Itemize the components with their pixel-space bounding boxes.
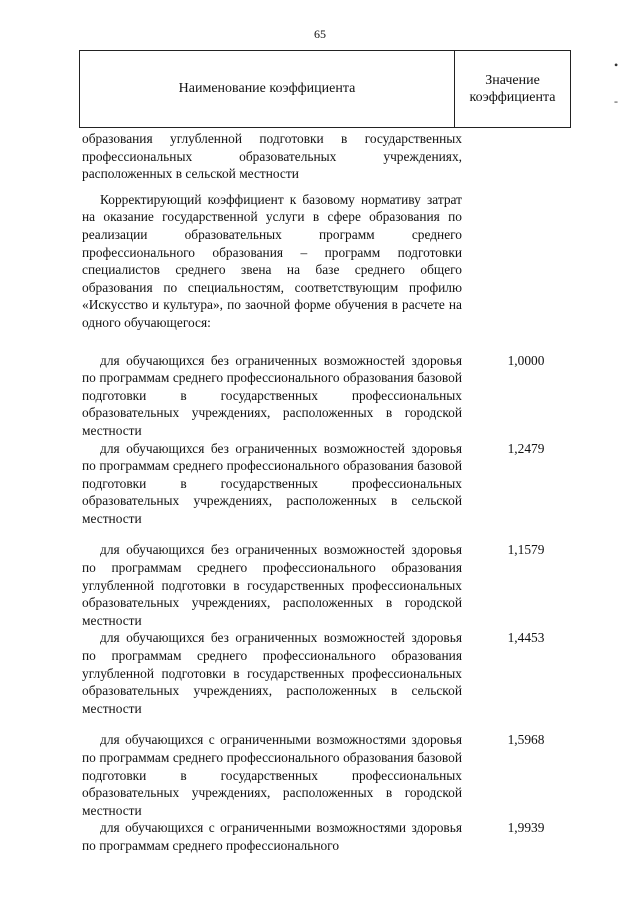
coefficient-row	[82, 629, 545, 717]
header-value-line1: Значение	[485, 73, 540, 88]
coefficient-row	[82, 731, 545, 819]
row-description: для обучающихся без ограниченных возможностей здоровья по программам среднего профессионального образования углубленной подготовки в государственных профессиональных образовательных учреждениях, расположенных в городской местности	[82, 542, 462, 628]
header-value-column	[455, 51, 570, 127]
row-description: для обучающихся без ограниченных возможностей здоровья по программам среднего профессионального образования углубленной подготовки в государственных профессиональных образовательных учреждениях, расположенных в сельской местности	[82, 630, 462, 716]
coefficient-row	[82, 541, 545, 629]
row-value: 1,5968	[507, 732, 545, 748]
table-body	[82, 130, 545, 855]
row-value: 1,1579	[507, 542, 545, 558]
row-description: для обучающихся с ограниченными возможностями здоровья по программам среднего профессионального образования базовой подготовки в государственных профессиональных образовательных учреждениях, расположенных в городской местности	[82, 732, 462, 818]
intro-paragraph: Корректирующий коэффициент к базовому нормативу затрат на оказание государственной услуги в сфере образования по реализации образовательных программ среднего профессионального образования – программ подготовки специалистов среднего звена на базе среднего общего образования по специальностям, соответствующим профилю «Искусство и культура», по заочной форме обучения в расчете на одного обучающегося:	[82, 191, 462, 330]
coefficient-row	[82, 440, 545, 528]
header-name-column: Наименование коэффициента	[178, 81, 356, 96]
coefficient-row	[82, 819, 545, 854]
table-header	[79, 50, 571, 128]
margin-mark-dash: -	[614, 94, 618, 108]
row-description: для обучающихся без ограниченных возможностей здоровья по программам среднего профессионального образования базовой подготовки в государственных профессиональных образовательных учреждениях, расположенных в сельской местности	[82, 440, 462, 526]
page-number: 65	[314, 27, 326, 41]
row-value: 1,4453	[507, 630, 545, 646]
row-description: для обучающихся без ограниченных возможностей здоровья по программам среднего профессионального образования базовой подготовки в государственных профессиональных образовательных учреждениях, расположенных в городской местности	[82, 352, 462, 438]
row-description: для обучающихся с ограниченными возможностями здоровья по программам среднего профессионального	[82, 820, 462, 853]
coefficient-row	[82, 352, 545, 440]
row-value: 1,2479	[507, 440, 545, 456]
header-value-line2: коэффициента	[469, 90, 556, 105]
row-value: 1,9939	[507, 820, 545, 836]
continuation-text: образования углубленной подготовки в государственных профессиональных образовательных учреждениях, расположенных в сельской местности	[82, 131, 462, 182]
row-value: 1,0000	[507, 352, 545, 368]
margin-mark-dot: •	[614, 58, 619, 72]
